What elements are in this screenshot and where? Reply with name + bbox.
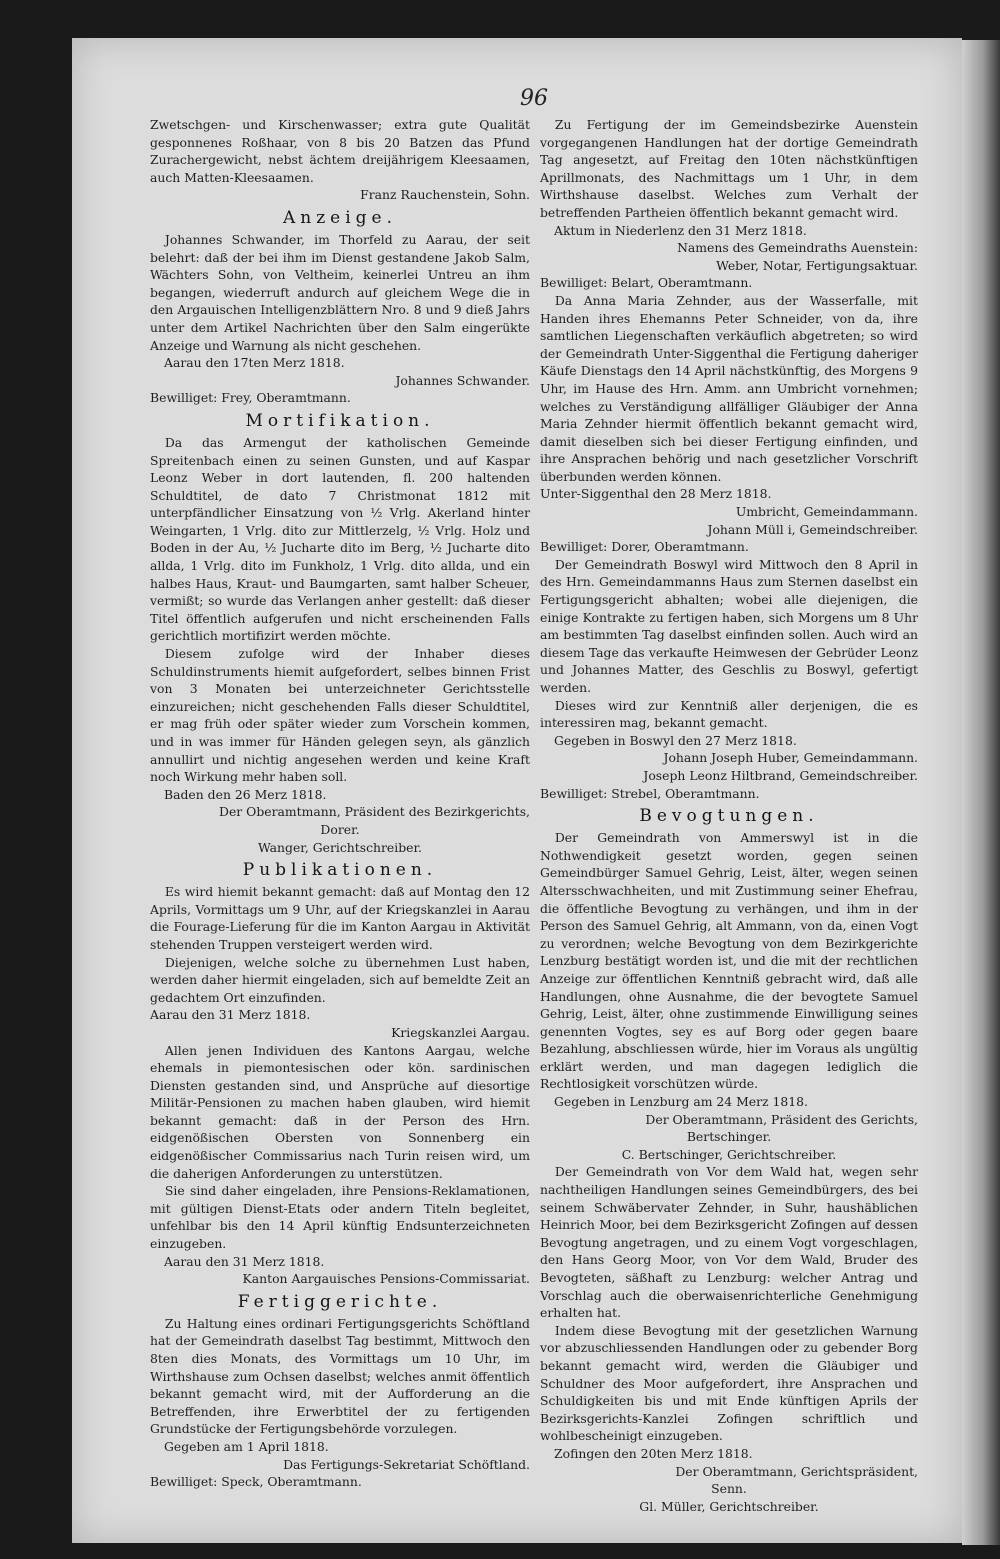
mortifikation-paragraph: Da das Armengut der katholischen Gemeinde Spreitenbach einen zu seinen Gunsten, und auf Kaspar Leonz Weber in dort lautenden, fl. 200 haltenden Schuldtitel, de dato 7 Christmonat 1812 mit unterpfändlicher Einsatzung von ½ Vrlg. Akerland hinter Weingarten, 1 Vrlg. dito zur Mittlerzelg, ½ Vrlg. Holz und Boden in der Au, ½ Jucharte dito im Berg, ½ Jucharte dito allda, 1 Vrlg. dito im Funkholz, 1 Vrlg. dito allda, und ein halbes Haus, Kraut- und Baumgarten, samt halber Scheuer, vermißt; so wurde das Verlangen anher gestellt: daß dieser Titel öffentlich aufgerufen und nicht erscheinenden Falls gerichtlich mortifizirt werden möchte. [150,434,530,644]
fertiggericht-date: Aktum in Niederlenz den 31 Merz 1818. [554,222,807,238]
anzeige-heading: Anzeige. [282,207,398,228]
mortifikation-signature: Der Oberamtmann, Präsident des Bezirkgerichts, [219,804,530,820]
page-number: 96 [520,86,548,111]
publikationen-heading: Publikationen. [242,860,438,881]
publication-paragraph: Sie sind daher eingeladen, ihre Pensions-Reklamationen, mit gültigen Dienst-Etats oder andern Titeln begleitet, unfehlbar bis den 14 April künftig Endsunterzeichneten einzugeben. [150,1183,530,1252]
anzeige-signature: Johannes Schwander. [395,372,530,388]
mortifikation-signature: Dorer. [320,821,360,837]
fertiggericht-signature: Johann Müll i, Gemeindschreiber. [707,521,918,537]
publication-signature: Kriegskanzlei Aargau. [391,1024,530,1040]
page-edge-curl [962,40,1000,1545]
fertiggericht-signature: Johann Joseph Huber, Gemeindammann. [663,750,918,766]
fertiggericht-signature: Namens des Gemeindraths Auenstein: [677,240,918,256]
left-column [150,116,530,1491]
bevogtung-paragraph: Indem diese Bevogtung mit der gesetzlichen Warnung vor abzuschliessenden Handlungen oder zu gebender Borg bekannt gemacht wird, werden die Gläubiger und Schuldner des Moor aufgefordert, ihre Ansprachen und Schuldigkeiten bis und mit Ende künftigen Aprils der Bezirksgerichts-Kanzlei Zofingen schriftlich und wohlbescheinigt einzugeben. [540,1322,918,1444]
publication-paragraph: Allen jenen Individuen des Kantons Aargau, welche ehemals in piemontesischen oder kön. sardinischen Diensten gestanden sind, und Ansprüche auf diesortige Militär-Pensionen zu machen haben glauben, wird hiemit bekannt gemacht: daß in der Person des Hrn. eidgenößischen Obersten von Sonnenberg ein eidgenößischer Commissarius nach Turin reisen wird, um die daherigen Anforderungen zu unterstützen. [150,1042,530,1181]
bevogtung-paragraph: Der Gemeindrath von Ammerswyl ist in die Nothwendigkeit gesetzt worden, gegen seinen Gemeindbürger Samuel Gehrig, Leist, älter, wegen seinen Altersschwachheiten, und mit Zustimmung seiner Ehefrau, die öffentliche Bevogtung zu verhängen, und ihm in der Person des Samuel Gehrig, alt Ammann, von da, einen Vogt zu verordnen; welche Bevogtung von dem Bezirkgerichte Lenzburg bestätigt worden ist, und die mit der rechtlichen Anzeige zur öffentlichen Kenntniß gebracht wird, daß alle Handlungen, ohne Ausnahme, die der bevogtete Samuel Gehrig, Leist, älter, ohne zustimmende Einwilligung seines genennten Vogtes, sey es auf Borg oder gegen baare Bezahlung, abschliessen würde, hier im Voraus als ungültig erklärt werden, und man dagegen lediglich die Rechtlosigkeit vorschützen würde. [540,830,918,1092]
fertiggericht-signature: Das Fertigungs-Sekretariat Schöftland. [283,1456,530,1472]
bevogtung-date: Zofingen den 20ten Merz 1818. [554,1445,753,1461]
bevogtung-signature: Der Oberamtmann, Präsident des Gerichts, [645,1111,918,1127]
publication-signature: Kanton Aargauisches Pensions-Commissariat. [242,1271,530,1287]
anzeige-text: Johannes Schwander, im Thorfeld zu Aarau, der seit belehrt: daß der bei ihm im Dienst gestandene Jakob Salm, Wächters Sohn, von Veltheim, keinerlei Untreu an ihm begangen, wiederruft andurch auf gleichem Wege die in den Argauischen Intelligenzblättern Nro. 8 und 9 dieß Jahrs unter dem Artikel Nachrichten über den Salm eingerükte Anzeige und Warnung als nicht geschehen. [150,231,530,353]
intro-text: Zwetschgen- und Kirschenwasser; extra gute Qualität gesponnenes Roßhaar, von 8 bis 20 Batzen das Pfund Zurachergewicht, nebst ächtem dreijährigem Kleesaamen, auch Matten-Kleesaamen. [150,117,530,185]
bevogtung-signature: Gl. Müller, Gerichtschreiber. [639,1498,819,1514]
publication-paragraph: Es wird hiemit bekannt gemacht: daß auf Montag den 12 Aprils, Vormittags um 9 Uhr, auf der Kriegskanzlei in Aarau die Fourage-Lieferung für die im Kanton Aargau in Aktivität stehenden Truppen versteigert werden wird. [150,884,530,952]
fertiggericht-approval: Bewilliget: Speck, Oberamtmann. [150,1474,362,1490]
fertiggericht-signature: Weber, Notar, Fertigungsaktuar. [716,257,918,273]
fertiggerichte-heading: Fertiggerichte. [237,1291,443,1312]
bevogtung-signature: Bertschinger. [686,1129,772,1145]
fertiggericht-date: Gegeben in Boswyl den 27 Merz 1818. [554,732,797,748]
fertiggericht-paragraph: Zu Fertigung der im Gemeindsbezirke Auenstein vorgegangenen Handlungen hat der dortige Gemeindrath Tag angesetzt, auf Freitag den 10ten nächstkünftigen Aprillmonats, des Nachmittags um 1 Uhr, in dem Wirthshause daselbst. Welches zum Verhalt der betreffenden Partheien öffentlich bekannt gemacht wird. [540,117,918,220]
mortifikation-heading: Mortifikation. [245,410,435,431]
bevogtung-signature: Der Oberamtmann, Gerichtspräsident, [675,1463,918,1479]
fertiggericht-date: Unter-Siggenthal den 28 Merz 1818. [540,486,772,502]
bevogtung-paragraph: Der Gemeindrath von Vor dem Wald hat, wegen sehr nachtheiligen Handlungen seines Gemeindbürgers, des bei seinem Schwäbervater Zehnder, in Suhr, haushäblichen Heinrich Moor, bei dem Bezirksgericht Zofingen auf dessen Bevogtung angetragen, und zu einem Vogt vorgeschlagen, den Hans Georg Moor, von Vor dem Wald, Bruder des Bevogteten, säßhaft zu Lenzburg: welcher Antrag und Vorschlag auch die oberwaisenrichterliche Genehmigung erhalten hat. [540,1164,918,1321]
intro-signature: Franz Rauchenstein, Sohn. [360,187,530,203]
fertiggericht-paragraph: Da Anna Maria Zehnder, aus der Wasserfalle, mit Handen ihres Ehemanns Peter Schneider, von da, ihre samtlichen Liegenschaften verkäuflich abgetreten; so wird der Gemeindrath Unter-Siggenthal die Fertigung daheriger Käufe Dienstags den 14 April nächstkünftig, des Morgens 9 Uhr, im Hause des Hrn. Amm. ann Umbricht vornehmen; welches zu Verständigung allfälliger Gläubiger der Anna Maria Zehnder hiermit öffentlich bekannt gemacht wird, damit dieselben sich bei dieser Fertigung einfinden, und ihre Ansprachen behörig und nach gesetzlicher Vorschrift überbunden werden können. [540,292,918,484]
publication-date: Aarau den 31 Merz 1818. [150,1007,311,1023]
fertiggericht-paragraph: Der Gemeindrath Boswyl wird Mittwoch den 8 April in des Hrn. Gemeindammanns Haus zum Sternen daselbst ein Fertigungsgericht abhalten; wobei alle diejenigen, die einige Kontrakte zu fertigen haben, sich Morgens um 8 Uhr am bestimmten Tag daselbst einfinden sollen. Auch wird an diesem Tage das verkaufte Heimwesen der Gebrüder Leonz und Johannes Matter, des Geschlis zu Boswyl, gefertigt werden. [540,556,918,695]
fertiggericht-signature: Joseph Leonz Hiltbrand, Gemeindschreiber. [643,767,918,783]
bevogtungen-heading: Bevogtungen. [639,806,819,827]
publication-paragraph: Diejenigen, welche solche zu übernehmen Lust haben, werden daher hiermit eingeladen, sich auf bemeldte Zeit an gedachtem Ort einzufinden. [150,954,530,1005]
mortifikation-date: Baden den 26 Merz 1818. [164,786,327,802]
fertiggericht-approval: Bewilliget: Strebel, Oberamtmann. [540,785,760,801]
fertiggericht-approval: Bewilliget: Dorer, Oberamtmann. [540,539,749,555]
mortifikation-paragraph: Diesem zufolge wird der Inhaber dieses Schuldinstruments hiemit aufgefordert, selbes binnen Frist von 3 Monaten bei unterzeichneter Gerichtsstelle einzureichen; nicht geschehenden Falls dieser Schuldtitel, er mag früh oder später wieder zum Vorschein kommen, und in was immer für Händen gelegen seyn, als gänzlich annullirt und nichtig angesehen werden und keine Kraft noch Wirkung mehr haben soll. [150,646,530,785]
fertiggericht-paragraph: Dieses wird zur Kenntniß aller derjenigen, die es interessiren mag, bekannt gemacht. [540,697,918,731]
right-column [540,116,918,1515]
anzeige-approval: Bewilliget: Frey, Oberamtmann. [150,390,351,406]
fertiggericht-signature: Umbricht, Gemeindammann. [735,504,918,520]
bevogtung-date: Gegeben in Lenzburg am 24 Merz 1818. [554,1094,808,1110]
publication-date: Aarau den 31 Merz 1818. [164,1253,325,1269]
fertiggericht-approval: Bewilliget: Belart, Oberamtmann. [540,275,753,291]
fertiggericht-date: Gegeben am 1 April 1818. [164,1438,329,1454]
bevogtung-signature: Senn. [711,1481,747,1497]
fertiggericht-paragraph: Zu Haltung eines ordinari Fertigungsgerichts Schöftland hat der Gemeindrath daselbst Tag bestimmt, Mittwoch den 8ten dies Monats, des Vormittags um 10 Uhr, im Wirthshause zum Ochsen daselbst; welches anmit öffentlich bekannt gemacht wird, mit der Aufforderung an die Betreffenden, ihre Erwerbtitel der zu fertigenden Grundstücke der Fertigungsbehörde vorzulegen. [150,1315,530,1437]
anzeige-date: Aarau den 17ten Merz 1818. [164,355,345,371]
mortifikation-signature: Wanger, Gerichtschreiber. [257,839,422,855]
bevogtung-signature: C. Bertschinger, Gerichtschreiber. [621,1146,837,1162]
